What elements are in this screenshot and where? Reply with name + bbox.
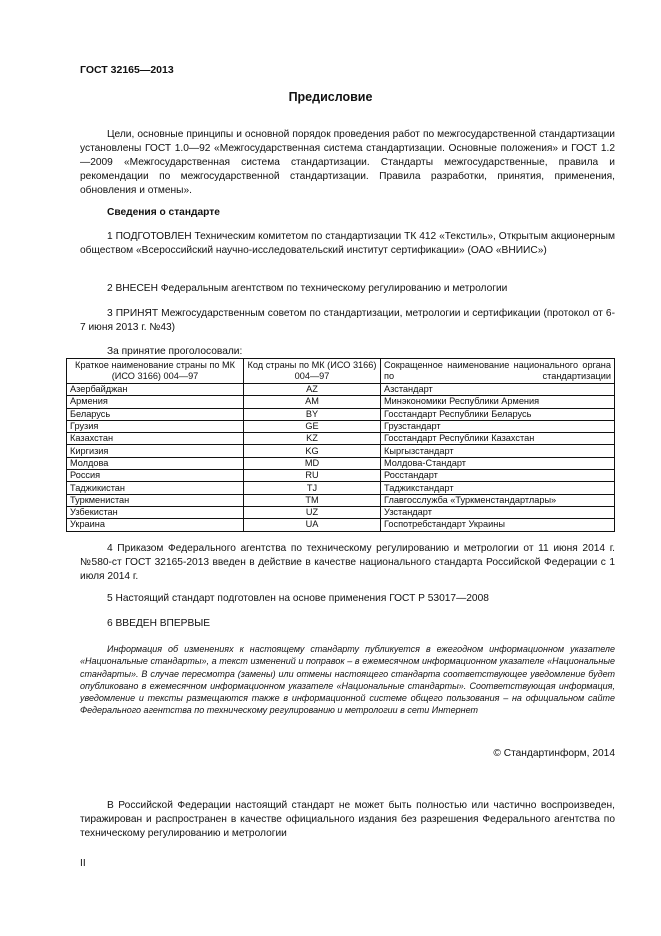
- cell-body: Росстандарт: [381, 470, 615, 482]
- table-row: [67, 482, 615, 494]
- cell-body: Таджикстандарт: [381, 482, 615, 494]
- copyright-line: © Стандартинформ, 2014: [493, 748, 615, 759]
- cell-body: Главгосслужба «Туркменстандартлары»: [381, 494, 615, 506]
- cell-country: Киргизия: [67, 445, 244, 457]
- vote-table-header-row: [67, 359, 615, 384]
- cell-country: Казахстан: [67, 433, 244, 445]
- cell-country: Украина: [67, 519, 244, 531]
- cell-country: Таджикистан: [67, 482, 244, 494]
- table-row: [67, 506, 615, 518]
- cell-body: Госстандарт Республики Беларусь: [381, 408, 615, 420]
- cell-body: Азстандарт: [381, 384, 615, 396]
- cell-code: RU: [244, 470, 381, 482]
- page-title: Предисловие: [288, 90, 373, 104]
- table-row: [67, 408, 615, 420]
- cell-code: KG: [244, 445, 381, 457]
- intro-paragraph: Цели, основные принципы и основной порядок проведения работ по межгосударственной стандартизации установлены ГОСТ 1.0—92 «Межгосударственная система стандартизации. Основные положения» и ГОСТ 1.2—2009 «Межгосударственная система стандартизации. Стандарты межгосударственные, правила и рекомендации по межгосударственной стандартизации. Правила разработки, принятия, применения, обновления и отмены».: [80, 129, 615, 196]
- item-5-paragraph: 5 Настоящий стандарт подготовлен на основе применения ГОСТ Р 53017—2008: [107, 593, 489, 604]
- item-3-paragraph: 3 ПРИНЯТ Межгосударственным советом по стандартизации, метрологии и сертификации (протокол от 6-7 июня 2013 г. №43): [80, 308, 615, 333]
- cell-country: Армения: [67, 396, 244, 408]
- column-header-country: Краткое наименование страны по МК (ИСО 3166) 004—97: [67, 359, 244, 384]
- cell-country: Грузия: [67, 420, 244, 432]
- cell-country: Молдова: [67, 457, 244, 469]
- column-header-body: Сокращенное наименование национального органа по стандартизации: [381, 359, 615, 384]
- cell-code: KZ: [244, 433, 381, 445]
- table-row: [67, 420, 615, 432]
- cell-code: AZ: [244, 384, 381, 396]
- cell-code: GE: [244, 420, 381, 432]
- info-note: Информация об изменениях к настоящему стандарту публикуется в ежегодном информационном указателе «Национальные стандарты», а текст изменений и поправок – в ежемесячном информационном указателе «Национальные стандарты». В случае пересмотра (замены) или отмены настоящего стандарта соответствующее уведомление будет опубликовано в ежемесячном информационном указателе «Национальные стандарты». Соответствующая информация, уведомление и тексты размещаются также в информационной системе общего пользования – на официальном сайте Федерального агентства по техническому регулированию и метрологии в сети Интернет: [80, 644, 615, 716]
- table-row: [67, 470, 615, 482]
- section-heading: Сведения о стандарте: [107, 207, 220, 218]
- cell-body: Госстандарт Республики Казахстан: [381, 433, 615, 445]
- page-number: II: [80, 858, 86, 869]
- cell-body: Молдова-Стандарт: [381, 457, 615, 469]
- column-header-code: Код страны по МК (ИСО 3166) 004—97: [244, 359, 381, 384]
- cell-country: Туркменистан: [67, 494, 244, 506]
- cell-country: Азербайджан: [67, 384, 244, 396]
- cell-code: TM: [244, 494, 381, 506]
- vote-table-body: [67, 384, 615, 532]
- table-row: [67, 519, 615, 531]
- cell-country: Узбекистан: [67, 506, 244, 518]
- cell-code: AM: [244, 396, 381, 408]
- vote-caption: За принятие проголосовали:: [107, 346, 243, 357]
- table-row: [67, 494, 615, 506]
- cell-code: BY: [244, 408, 381, 420]
- cell-code: UZ: [244, 506, 381, 518]
- table-row: [67, 433, 615, 445]
- table-row: [67, 384, 615, 396]
- table-row: [67, 445, 615, 457]
- vote-table: [66, 358, 615, 532]
- cell-code: TJ: [244, 482, 381, 494]
- item-4-paragraph: 4 Приказом Федерального агентства по техническому регулированию и метрологии от 11 июня 2014 г. №580-ст ГОСТ 32165-2013 введен в действие в качестве национального стандарта Российской Федерации с 1 июля 2014 г.: [80, 543, 615, 582]
- cell-body: Кыргызстандарт: [381, 445, 615, 457]
- item-6-paragraph: 6 ВВЕДЕН ВПЕРВЫЕ: [107, 618, 211, 629]
- cell-country: Беларусь: [67, 408, 244, 420]
- table-row: [67, 396, 615, 408]
- cell-code: UA: [244, 519, 381, 531]
- cell-code: MD: [244, 457, 381, 469]
- legal-notice: В Российской Федерации настоящий стандарт не может быть полностью или частично воспроизведен, тиражирован и распространен в качестве официального издания без разрешения Федерального агентства по техническому регулированию и метрологии: [80, 800, 615, 839]
- table-row: [67, 457, 615, 469]
- cell-body: Госпотребстандарт Украины: [381, 519, 615, 531]
- cell-body: Узстандарт: [381, 506, 615, 518]
- item-1-paragraph: 1 ПОДГОТОВЛЕН Техническим комитетом по стандартизации ТК 412 «Текстиль», Открытым акционерным обществом «Всероссийский научно-исследовательский институт сертификации» (ОАО «ВНИИС»): [80, 231, 615, 256]
- item-2-paragraph: 2 ВНЕСЕН Федеральным агентством по техническому регулированию и метрологии: [107, 283, 508, 294]
- document-code-header: ГОСТ 32165—2013: [80, 64, 174, 76]
- cell-body: Минэкономики Республики Армения: [381, 396, 615, 408]
- cell-country: Россия: [67, 470, 244, 482]
- cell-body: Грузстандарт: [381, 420, 615, 432]
